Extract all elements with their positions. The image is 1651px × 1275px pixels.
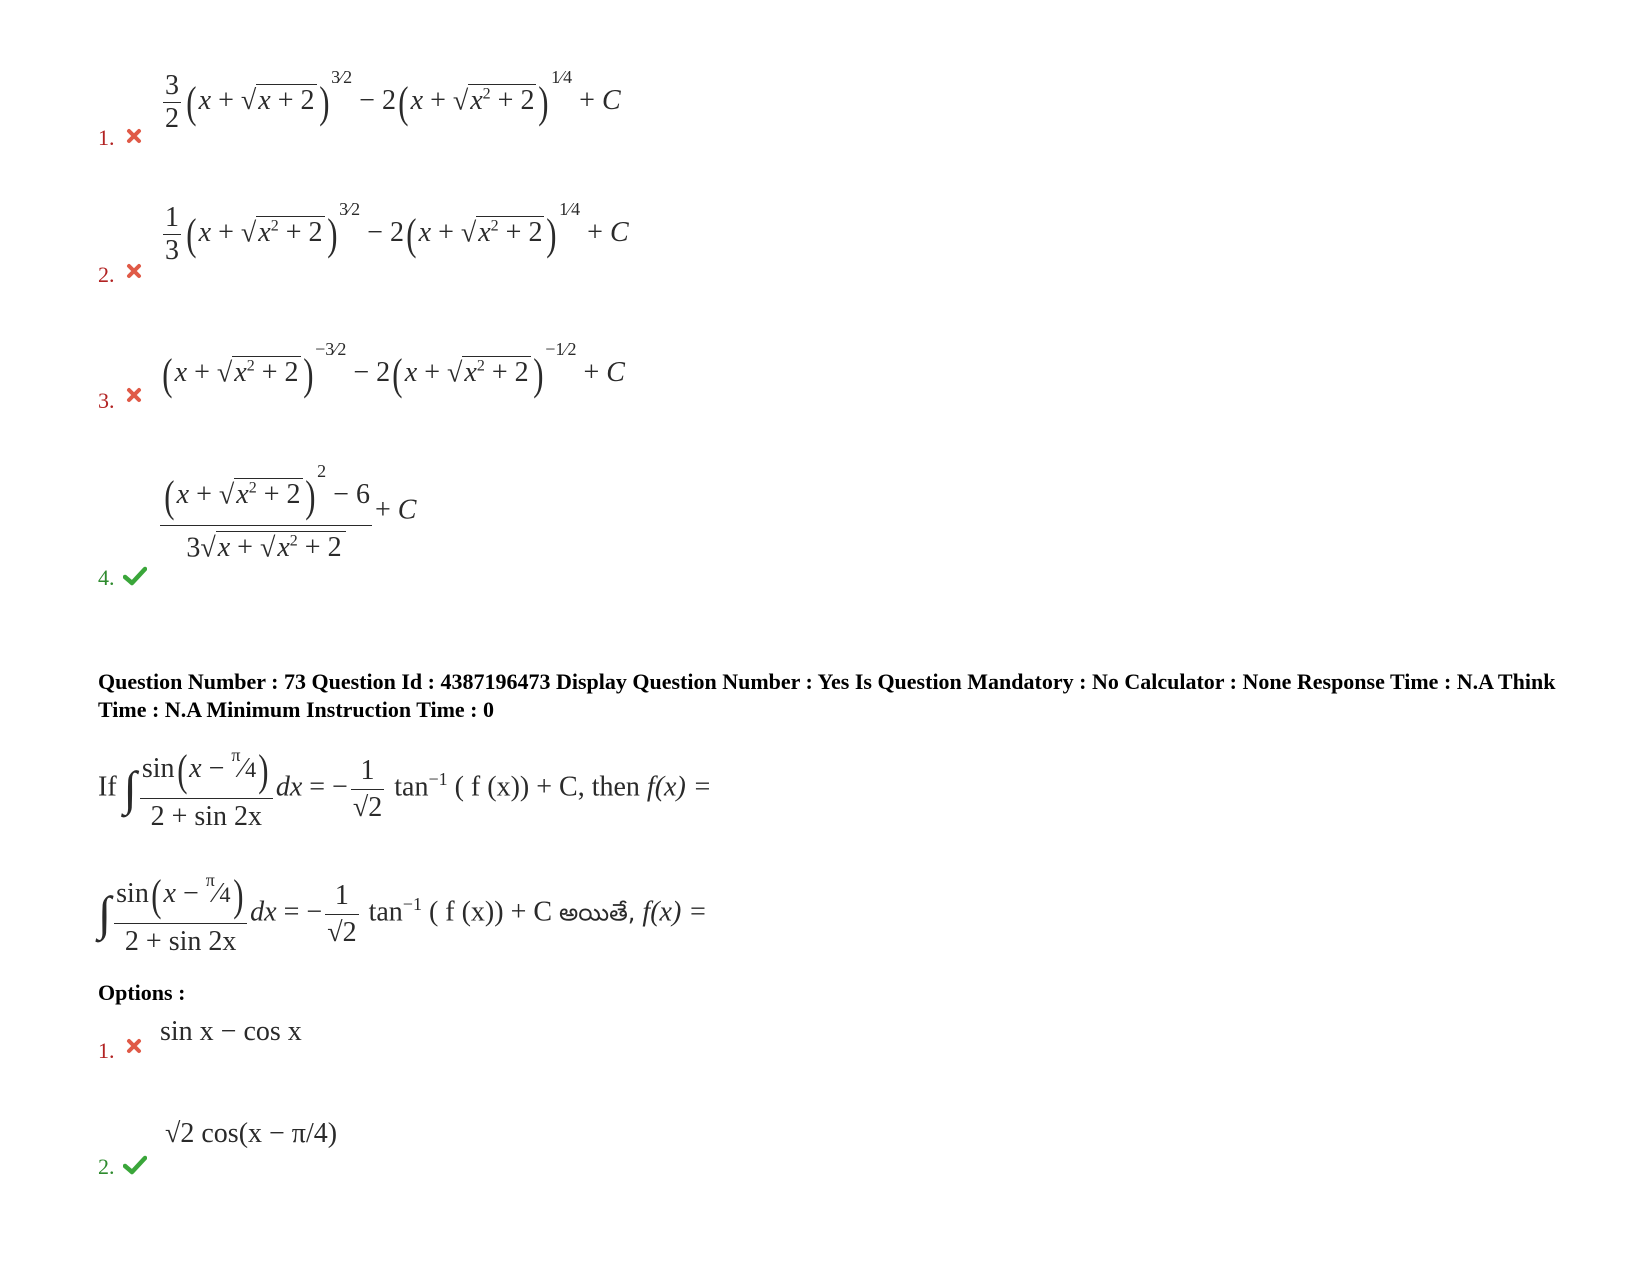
- option-number: 4.: [98, 565, 115, 590]
- fx-label: f(x) =: [642, 896, 708, 928]
- telugu-then-label: అయితే,: [559, 898, 636, 927]
- checkmark-icon: [123, 1155, 147, 1175]
- rhs-argument: ( f (x)) + C: [428, 896, 553, 928]
- option-number: 2.: [98, 262, 115, 287]
- integrand-numerator: sin: [116, 878, 149, 909]
- option-number: 1.: [98, 125, 115, 150]
- checkmark-icon: [123, 566, 147, 586]
- option-number: 3.: [98, 388, 115, 413]
- integrand-denominator: 2 + sin 2x: [150, 801, 263, 833]
- cross-icon: [126, 387, 142, 403]
- rhs-exponent: −1: [402, 894, 422, 915]
- option-number: 1.: [98, 1038, 115, 1063]
- rhs-coefficient-den: √2: [352, 791, 383, 823]
- cross-icon: [126, 1038, 142, 1054]
- question-statement-telugu: ∫ $\frac{\sin(x - ^\pi⁄4)}{2 + \sin 2x}$ dx = − $\frac{1}{√2}$ $\tan^{-1}$ ( f (x)) + C అయితే, f(x) =: [98, 870, 708, 958]
- options-label: Options :: [98, 980, 186, 1005]
- option-expression: $\frac{3}{2}$ $(x + √x + 2)^{3⁄2} - 2(x + √x^2 + 2)^{1⁄4} + C$: [165, 67, 621, 135]
- option-expression: √2 cos(x − π/4): [165, 1118, 338, 1149]
- rhs-argument: ( f (x)) + C,: [454, 771, 585, 803]
- option-expression: $(x + √x^2 + 2)^{-3⁄2} - 2(x + √x^2 + 2)^{-1⁄2} + C$: [162, 339, 625, 399]
- if-label: If: [98, 771, 117, 803]
- option-expression: $\frac{(x + √x^2 + 2)^2 - 6}{3√x + √x^2 + 2}$ + C: [160, 462, 416, 562]
- then-label: then: [591, 771, 640, 803]
- question-statement-english: If ∫ $\frac{\sin(x - ^\pi⁄4)}{2 + \sin 2x}$ dx = − $\frac{1}{√2}$ $\tan^{-1}$ ( f (x)) + C, then f(x) =: [98, 745, 712, 833]
- rhs-coefficient-num: 1: [325, 880, 358, 915]
- rhs-exponent: −1: [428, 769, 448, 790]
- integrand-numerator: sin: [141, 753, 175, 784]
- integrand-denominator: 2 + sin 2x: [124, 926, 237, 958]
- rhs-coefficient-den: √2: [327, 916, 357, 948]
- fx-label: f(x) =: [646, 771, 712, 803]
- cross-icon: [126, 263, 142, 279]
- option-expression: sin x − cos x: [160, 1016, 302, 1047]
- option-number: 2.: [98, 1154, 115, 1179]
- question-metadata: Question Number : 73 Question Id : 4387196473 Display Question Number : Yes Is Question Mandatory : No Calculator : None Response Time : N.A Think Time : N.A Minimum Instruction Time : 0: [98, 669, 1556, 722]
- rhs-function: tan: [394, 771, 429, 803]
- rhs-coefficient-num: 1: [351, 755, 384, 790]
- rhs-function: tan: [368, 896, 403, 928]
- cross-icon: [126, 128, 142, 144]
- option-expression: $\frac{1}{3}$ $(x + √x^2 + 2)^{3⁄2} - 2(x + √x^2 + 2)^{1⁄4} + C$: [165, 199, 629, 267]
